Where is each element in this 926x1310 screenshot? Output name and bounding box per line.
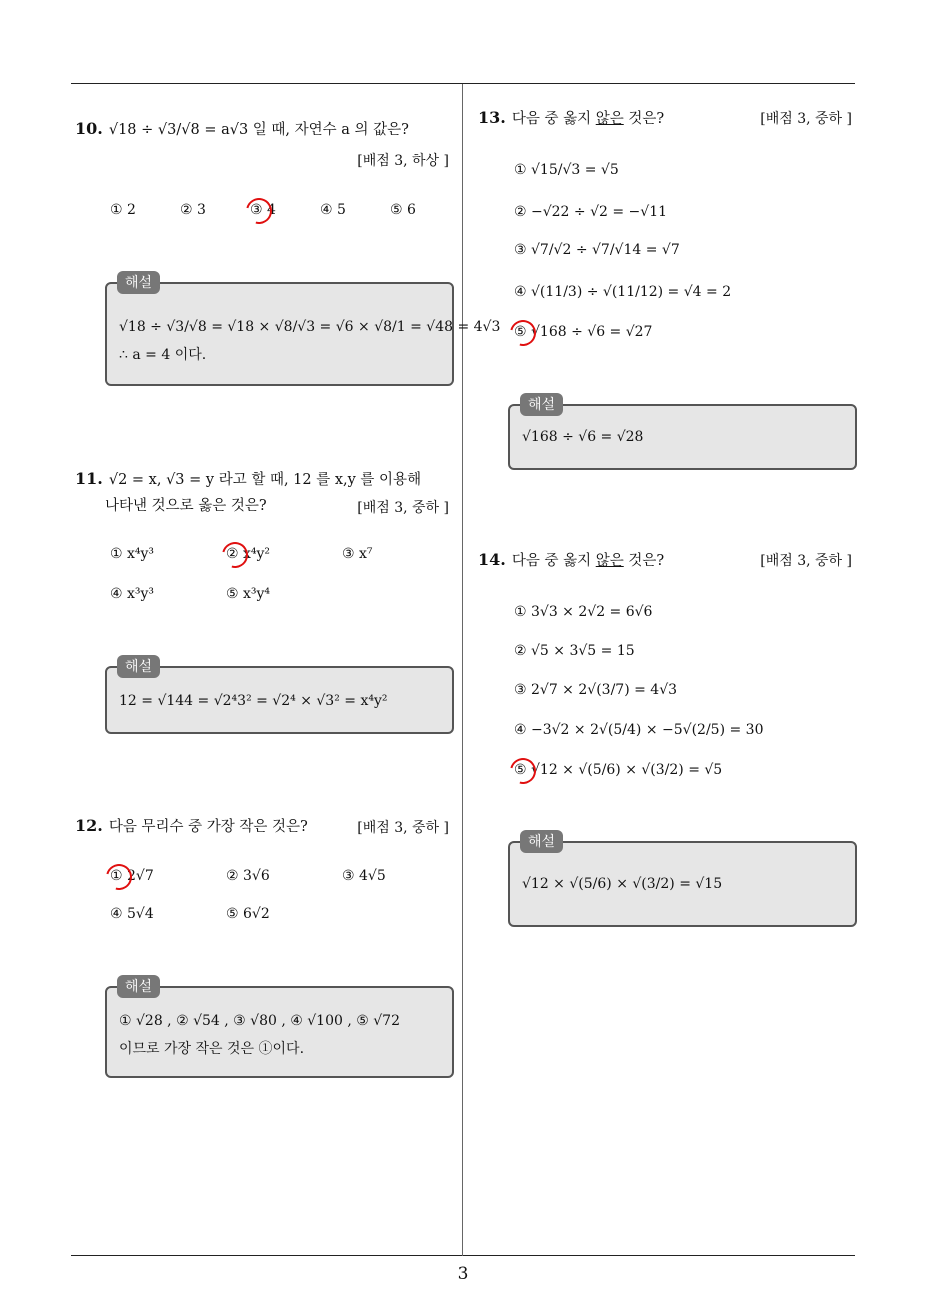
- question-stem-2: 나타낸 것으로 옳은 것은?: [105, 498, 267, 514]
- question-number: 13.: [478, 108, 506, 127]
- options-10: [110, 202, 416, 218]
- column-divider: [462, 84, 463, 1256]
- option-1[interactable]: ① x⁴y³: [110, 546, 155, 562]
- solution-line-2: ∴ a = 4 이다.: [119, 347, 207, 363]
- solution-line-2: 이므로 가장 작은 것은 ①이다.: [119, 1041, 305, 1057]
- option-1[interactable]: ① 2: [110, 202, 136, 218]
- solution-tag: 해설: [520, 393, 563, 416]
- solution-line-1: √18 ÷ √3/√8 = √18 × √8/√3 = √6 × √8/1 = √48 = 4√3: [119, 319, 501, 335]
- option-4[interactable]: ④ −3√2 × 2√(5/4) × −5√(2/5) = 30: [514, 722, 764, 738]
- solution-line-1: ① √28 , ② √54 , ③ √80 , ④ √100 , ⑤ √72: [119, 1013, 400, 1029]
- option-4[interactable]: ④ 5: [320, 202, 346, 218]
- option-4[interactable]: ④ x³y³: [110, 586, 155, 602]
- solution-box-12: [105, 979, 454, 1078]
- bottom-rule: [71, 1255, 855, 1256]
- question-stem-b: 것은?: [623, 553, 665, 569]
- question-10: [75, 116, 453, 143]
- option-5[interactable]: ⑤ 6: [390, 202, 416, 218]
- question-stem-a: 다음 중 옳지: [511, 111, 596, 127]
- question-meta: [배점 3, 하상 ]: [357, 153, 449, 169]
- question-stem-1: √2 = x, √3 = y 라고 할 때, 12 를 x,y 를 이용해: [108, 472, 422, 488]
- top-rule: [71, 83, 855, 84]
- option-4[interactable]: ④ √(11/3) ÷ √(11/12) = √4 = 2: [514, 284, 732, 300]
- option-3-selected[interactable]: ③ 4: [250, 202, 276, 218]
- option-3[interactable]: ③ 2√7 × 2√(3/7) = 4√3: [514, 682, 678, 698]
- solution-line-1: √12 × √(5/6) × √(3/2) = √15: [522, 876, 723, 892]
- question-stem-underlined: 않은: [595, 111, 624, 127]
- option-2[interactable]: ② 3√6: [226, 868, 270, 884]
- question-stem: √18 ÷ √3/√8 = a√3 일 때, 자연수 a 의 값은?: [108, 122, 409, 138]
- option-1[interactable]: ① √15/√3 = √5: [514, 162, 619, 178]
- solution-line-1: √168 ÷ √6 = √28: [522, 429, 644, 445]
- options-12: [110, 868, 386, 884]
- question-stem-a: 다음 중 옳지: [511, 553, 596, 569]
- options-11: [110, 546, 373, 562]
- question-meta: [배점 3, 중하 ]: [357, 820, 449, 836]
- option-3[interactable]: ③ x⁷: [342, 546, 373, 562]
- option-5[interactable]: ⑤ 6√2: [226, 906, 270, 922]
- option-5-selected[interactable]: ⑤ √12 × √(5/6) × √(3/2) = √5: [514, 762, 723, 778]
- option-1[interactable]: ① 3√3 × 2√2 = 6√6: [514, 604, 653, 620]
- question-number: 12.: [75, 816, 103, 835]
- question-number: 14.: [478, 550, 506, 569]
- solution-box-13: [508, 397, 857, 470]
- solution-box-10: [105, 275, 501, 386]
- solution-tag: 해설: [117, 271, 160, 294]
- solution-tag: 해설: [520, 830, 563, 853]
- option-2[interactable]: ② −√22 ÷ √2 = −√11: [514, 204, 668, 220]
- solution-box-14: [508, 834, 857, 927]
- option-1-selected[interactable]: ① 2√7: [110, 868, 154, 884]
- question-stem-underlined: 않은: [595, 553, 624, 569]
- page-number: 3: [457, 1264, 469, 1284]
- option-3[interactable]: ③ √7/√2 ÷ √7/√14 = √7: [514, 242, 680, 258]
- option-2-selected[interactable]: ② x⁴y²: [226, 546, 271, 562]
- question-stem: 다음 무리수 중 가장 작은 것은?: [108, 819, 308, 835]
- solution-tag: 해설: [117, 655, 160, 678]
- question-meta: [배점 3, 중하 ]: [760, 553, 852, 569]
- option-4[interactable]: ④ 5√4: [110, 906, 154, 922]
- solution-tag: 해설: [117, 975, 160, 998]
- option-2[interactable]: ② 3: [180, 202, 206, 218]
- option-3[interactable]: ③ 4√5: [342, 868, 386, 884]
- question-number: 10.: [75, 119, 103, 138]
- solution-line-1: 12 = √144 = √2⁴3² = √2⁴ × √3² = x⁴y²: [119, 693, 388, 709]
- option-2[interactable]: ② √5 × 3√5 = 15: [514, 643, 635, 659]
- question-meta: [배점 3, 중하 ]: [760, 111, 852, 127]
- option-5-selected[interactable]: ⑤ √168 ÷ √6 = √27: [514, 324, 653, 340]
- question-stem-b: 것은?: [623, 111, 665, 127]
- question-11: [75, 466, 453, 493]
- solution-box-11: [105, 659, 454, 734]
- question-number: 11.: [75, 469, 103, 488]
- question-meta: [배점 3, 중하 ]: [357, 500, 449, 516]
- option-5[interactable]: ⑤ x³y⁴: [226, 586, 271, 602]
